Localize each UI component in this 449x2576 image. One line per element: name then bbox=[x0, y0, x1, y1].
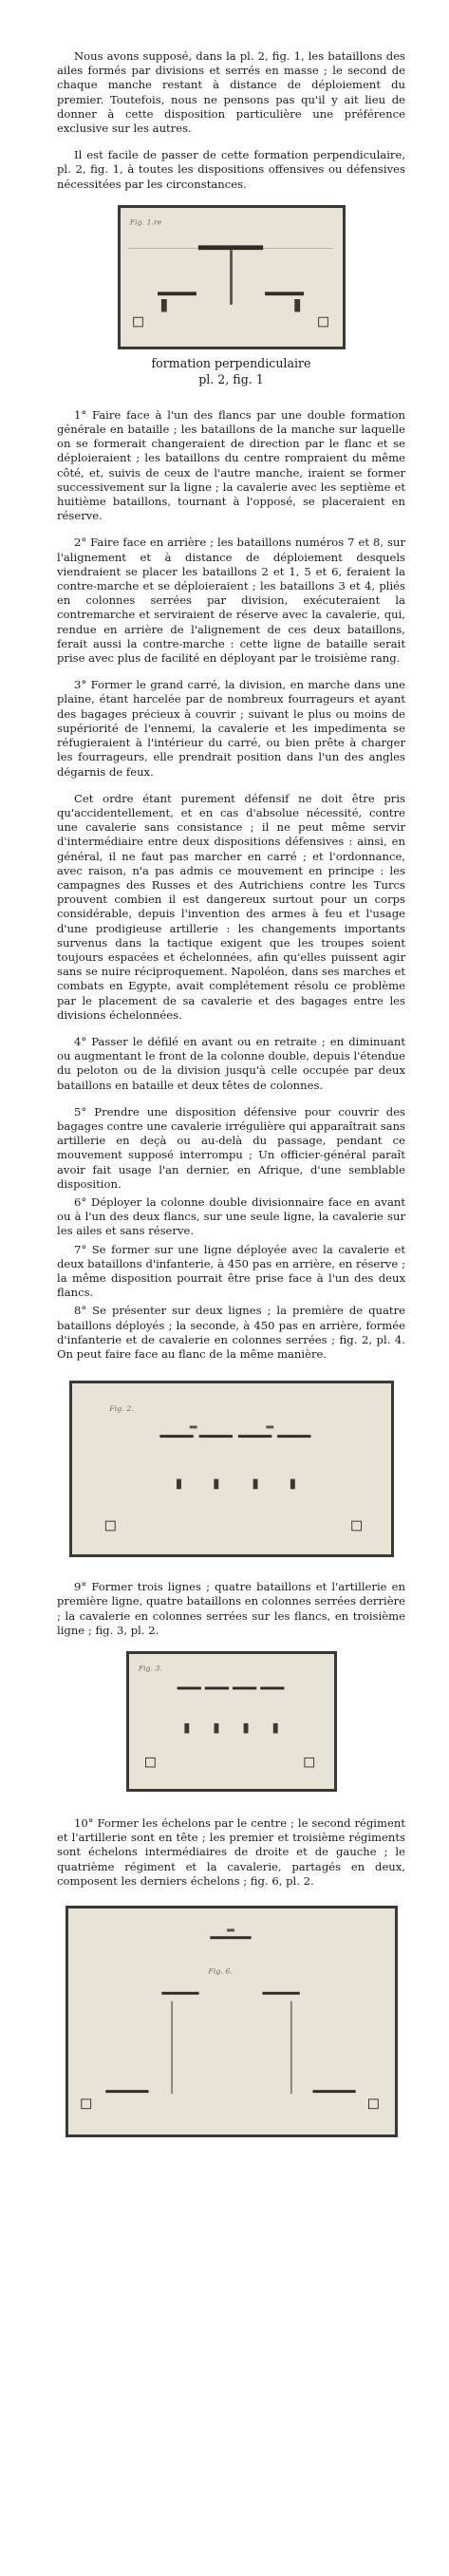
figure-6-head-echelon bbox=[210, 1936, 251, 1939]
figure-1-front-battalions bbox=[197, 245, 262, 250]
figure-1-right-mass bbox=[294, 299, 300, 311]
paragraph-cet-ordre: Cet ordre étant purement défensif ne doit être pris qu'accidentellement, et en cas d'absolue nécessité, contre une cavalerie sans consistance ; il ne peut même servir d'intermédiaire entre deux dispositions défensives : ainsi, en général, il ne faut pas marcher en carré ; et l'ordonnance, avec raison, n'a pas admis ce mouvement en principe : les campagnes des Russes et des Autrichiens contre les Turcs prouvent combien il est dangereux surtout pour un corps considérable, depuis l'invention des armes à feu et l'usage d'une prodigieuse artillerie : les changements importants survenus dans la tactique exigent que les troupes soient toujours espacées et échelonnées, afin qu'elles puissent agir sans se nuire réciproquement. Napoléon, dans ses marches et combats en Egypte, avait complétement résolu ce problème par le placement de sa cavalerie et des bagages entre les divisions échelonnées. bbox=[57, 791, 405, 1022]
paragraph-4: 4° Passer le défilé en avant ou en retraite ; en diminuant ou augmentant le front de la colonne double, depuis l'étendue du peloton ou de la division jusqu'à celle occupée par deux bataillons en bataille et deux têtes de colonnes. bbox=[57, 1034, 405, 1092]
figure-3-column-3 bbox=[243, 1723, 248, 1734]
figure-3-column-4 bbox=[272, 1723, 277, 1734]
figure-3-line1-d bbox=[260, 1687, 284, 1690]
figure-1-cavalry-right bbox=[318, 317, 327, 327]
figure-3-column-2 bbox=[214, 1723, 218, 1734]
figure-6-right-echelon bbox=[262, 1992, 299, 1995]
plate-figure-6 bbox=[65, 1906, 398, 2137]
paragraph-perpendicular: Il est facile de passer de cette formation perpendiculaire, pl. 2, fig. 1, à toutes les dispositions offensives ou défensives nécessitées par les circonstances. bbox=[57, 148, 405, 191]
figure-2-battalion-4 bbox=[277, 1435, 310, 1438]
plate-figure-3 bbox=[126, 1651, 337, 1792]
paragraph-1: 1° Faire face à l'un des flancs par une double formation générale en bataille ; les bataillons de la manche sur laquelle on se formerait changeraient de direction par le flanc et se déploieraient ; les bataillons du centre rompraient du même côté, et, suivis de ceux de l'autre manche, iraient se former successivement sur la ligne ; la cavalerie avec les septième et huitième bataillons, tournant à l'opposé, se placeraient en réserve. bbox=[57, 407, 405, 523]
figure-2-artillery-1 bbox=[189, 1426, 196, 1429]
paragraph-2: 2° Faire face en arrière ; les bataillons numéros 7 et 8, sur l'alignement et à distance de déploiement desquels viendraient se placer les bataillons 2 et 1, 5 et 6, feraient la contre-marche et se déploieraient ; les bataillons 3 et 4, pliés en colonnes serrées par division, exécuteraient la contremarche et serviraient de réserve avec la cavalerie, qui, rendue en arrière de l'alignement de ces deux bataillons, ferait aussi la contre-marche : cette ligne de bataille serait prise avec plus de facilité en déployant par le troisième rang. bbox=[57, 536, 405, 666]
figure-6-rear-left bbox=[105, 2090, 148, 2093]
figure-1-drawing bbox=[121, 208, 343, 347]
paragraph-5: 5° Prendre une disposition défensive pour couvrir des bagages contre une cavalerie irrégulière qui apparaîtrait sans artillerie en deçà ou au-delà du passage, pendant ce mouvement supposé interrompu ; Un officier-général paraît avoir fait usage l'an dernier, en Afrique, d'une semblable disposition. bbox=[57, 1104, 405, 1191]
figure-3-label: Fig. 3. bbox=[138, 1664, 162, 1673]
figure-6-drawing bbox=[68, 1908, 395, 2134]
figure-1-label: Fig. 1.re bbox=[129, 217, 161, 227]
plate-figure-2 bbox=[69, 1381, 394, 1557]
paragraph-7: 7° Se former sur une ligne déployée avec la cavalerie et deux bataillons d'infanterie, à 450 pas en arrière, en réserve ; la même disposition pourrait être prise face à l'un des deux flancs. bbox=[57, 1242, 405, 1300]
caption-line-2: pl. 2, fig. 1 bbox=[198, 371, 264, 386]
figure-6-left-echelon bbox=[161, 1992, 198, 1995]
figure-6-left-guide bbox=[171, 2002, 173, 2095]
figure-6-right-guide bbox=[290, 2002, 291, 2095]
figure-2-column-3 bbox=[253, 1479, 257, 1490]
figure-3-cavalry-right bbox=[304, 1758, 313, 1767]
figure-3-line1-c bbox=[232, 1687, 255, 1690]
figure-2-cavalry-right bbox=[351, 1521, 361, 1531]
figure-1-left-mass bbox=[160, 299, 166, 311]
paragraph-3: 3° Former le grand carré, la division, en marche dans une plaine, étant harcelée par de nombreux fourrageurs et ayant des bagages précieux à couvrir ; suivant le plus ou moins de supériorité de l'ennemi, la cavalerie et les impedimenta se réfugieraient à l'intérieur du carré, ou bien prête à charger les fourrageurs, elle prendrait position dans l'un des angles dégarnis de feux. bbox=[57, 678, 405, 779]
figure-3-cavalry-left bbox=[145, 1758, 155, 1767]
paragraph-10: 10° Former les échelons par le centre ; le second régiment et l'artillerie sont en tête ; les premier et troisième régiments sont échelons intermédiaires de droite et de gauche ; le quatrième régiment et la cavalerie, partagés en deux, composent les derniers échelons ; fig. 6, pl. 2. bbox=[57, 1816, 405, 1888]
figure-2-battalion-2 bbox=[198, 1435, 232, 1438]
figure-1-cavalry-left bbox=[133, 317, 142, 327]
figure-2-label: Fig. 2. bbox=[108, 1404, 134, 1414]
figure-3-column-1 bbox=[184, 1723, 189, 1734]
plate-figure-1 bbox=[118, 205, 346, 349]
figure-1-right-wing bbox=[265, 291, 304, 295]
figure-1-center-column bbox=[230, 250, 233, 305]
figure-3-drawing bbox=[129, 1654, 334, 1789]
figure-2-drawing bbox=[72, 1383, 391, 1554]
paragraph-6: 6° Déployer la colonne double divisionnaire face en avant ou à l'un des deux flancs, sur une seule ligne, la cavalerie sur les ailes et sans réserve. bbox=[57, 1194, 405, 1238]
figure-2-cavalry-left bbox=[105, 1521, 115, 1531]
figure-3-line1-a bbox=[177, 1687, 200, 1690]
figure-6-cavalry-right bbox=[368, 2099, 378, 2109]
figure-3-line1-b bbox=[204, 1687, 228, 1690]
figure-6-rear-right bbox=[312, 2090, 355, 2093]
figure-2-column-2 bbox=[214, 1479, 218, 1490]
figure-1-caption bbox=[57, 355, 405, 387]
figure-2-battalion-1 bbox=[159, 1435, 193, 1438]
figure-2-battalion-3 bbox=[237, 1435, 271, 1438]
caption-line-1: formation perpendiculaire bbox=[151, 355, 311, 370]
figure-6-cavalry-left bbox=[81, 2099, 90, 2109]
paragraph-8: 8° Se présenter sur deux lignes ; la première de quatre bataillons déployés ; la seconde, à 450 pas en arrière, formée d'infanterie et de cavalerie en colonnes serrées ; fig. 2, pl. 4. On peut faire face au flanc de la même manière. bbox=[57, 1304, 405, 1362]
figure-6-artillery bbox=[227, 1929, 234, 1932]
figure-2-column-1 bbox=[177, 1479, 181, 1490]
figure-1-left-wing bbox=[158, 291, 196, 295]
figure-2-artillery-2 bbox=[266, 1426, 273, 1429]
figure-6-label: Fig. 6. bbox=[207, 1966, 233, 1976]
figure-2-column-4 bbox=[290, 1479, 294, 1490]
paragraph-intro: Nous avons supposé, dans la pl. 2, fig. 1, les bataillons des ailes formés par divisions et serrés en masse ; le second de chaque manche restant à distance de déploiement du premier. Toutefois, nous ne pensons pas qu'il y ait lieu de donner à cette disposition particulière une préférence exclusive sur les autres. bbox=[57, 49, 405, 136]
paragraph-9: 9° Former trois lignes ; quatre bataillons et l'artillerie en première ligne, quatre bataillons en colonnes serrées derrière ; la cavalerie en colonnes serrées sur les flancs, en troisième ligne ; fig. 3, pl. 2. bbox=[57, 1580, 405, 1637]
